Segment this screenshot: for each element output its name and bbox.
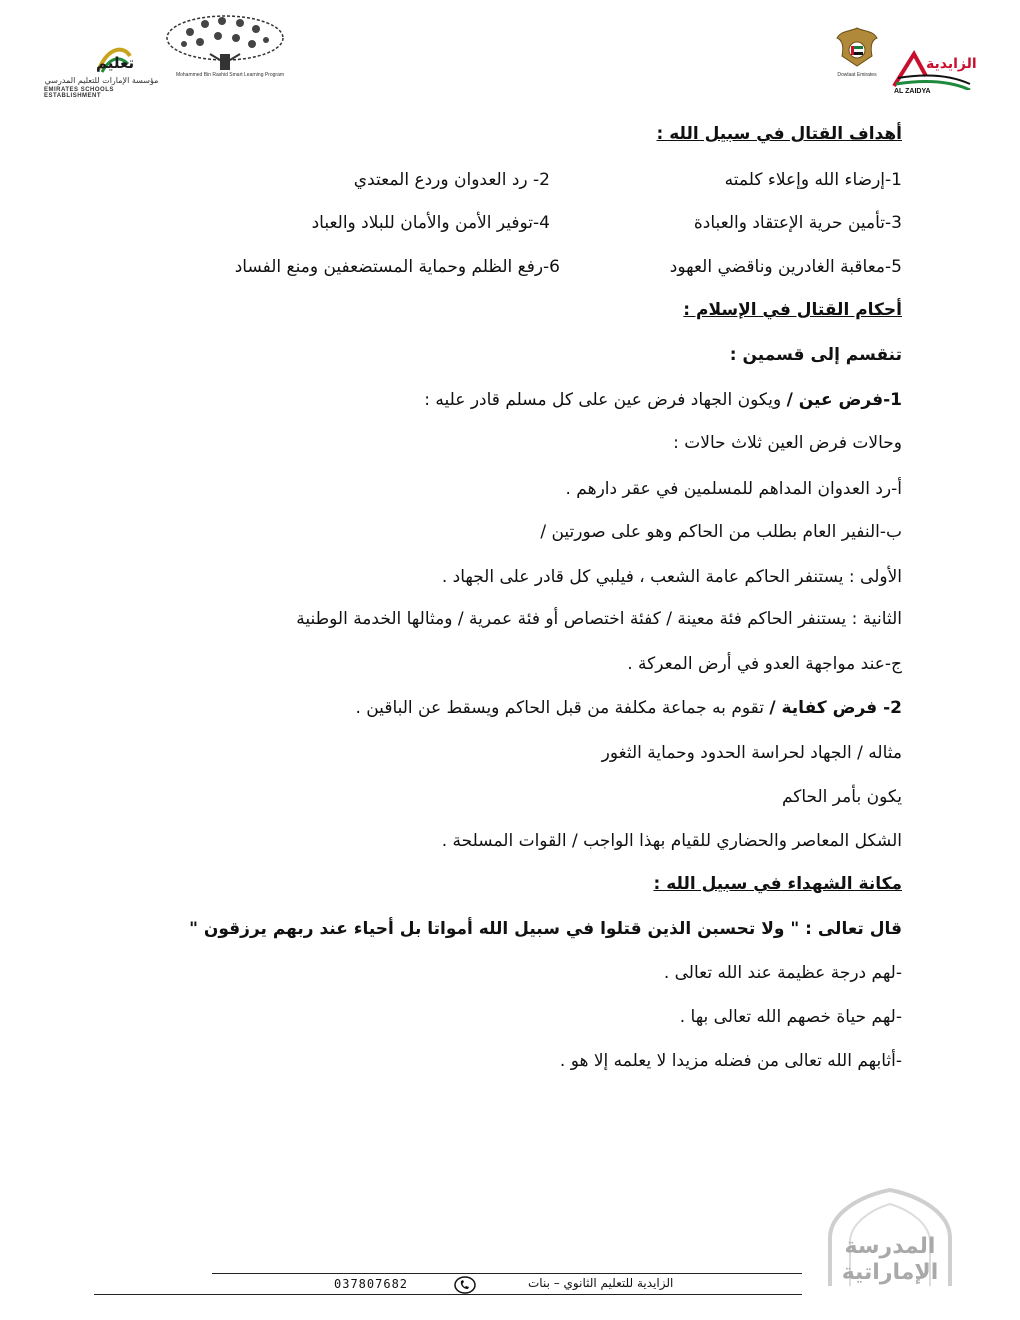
martyrs-point-3: -أثابهم الله تعالى من فضله مزيدا لا يعلمه إلا هو . bbox=[559, 1051, 902, 1071]
tree-icon bbox=[160, 14, 290, 72]
martyrs-point-2: -لهم حياة خصهم الله تعالى بها . bbox=[679, 1007, 902, 1027]
martyrs-title: مكانة الشهداء في سبيل الله : bbox=[653, 874, 902, 894]
kifaya-modern: الشكل المعاصر والحضاري للقيام بهذا الواجب / القوات المسلحة . bbox=[441, 831, 902, 851]
fard-ain-text: ويكون الجهاد فرض عين على كل مسلم قادر عليه : bbox=[424, 390, 787, 410]
martyrs-verse: قال تعالى : " ولا تحسبن الذين قتلوا في سبيل الله أمواتا بل أحياء عند ربهم يرزقون " bbox=[189, 919, 902, 939]
ain-cases-intro: وحالات فرض العين ثلاث حالات : bbox=[673, 433, 902, 453]
ese-arabic-name: مؤسسة الإمارات للتعليم المدرسي bbox=[44, 76, 159, 85]
ese-english-name: EMIRATES SCHOOLS ESTABLISHMENT bbox=[44, 87, 114, 99]
goal-6: 6-رفع الظلم وحماية المستضعفين ومنع الفساد bbox=[234, 257, 560, 277]
goals-title: أهداف القتال في سبيل الله : bbox=[656, 124, 902, 144]
rulings-title: أحكام القتال في الإسلام : bbox=[683, 300, 902, 320]
fard-ain-label: 1-فرض عين / bbox=[786, 390, 902, 410]
footer-school-name: الزايدية للتعليم الثانوي – بنات bbox=[528, 1276, 674, 1290]
ain-first-form: الأولى : يستنفر الحاكم عامة الشعب ، فيلبي كل قادر على الجهاد . bbox=[441, 567, 902, 587]
goal-3: 3-تأمين حرية الإعتقاد والعبادة bbox=[693, 213, 902, 233]
ain-case-c: ج-عند مواجهة العدو في أرض المعركة . bbox=[627, 654, 902, 674]
uae-emblem bbox=[834, 26, 880, 82]
goal-5: 5-معاقبة الغادرين وناقضي العهود bbox=[669, 257, 902, 277]
goal-2: 2- رد العدوان وردع المعتدي bbox=[353, 170, 550, 190]
zaidya-english: AL ZAIDYA bbox=[894, 88, 931, 95]
ain-case-a: أ-رد العدوان المداهم للمسلمين في عقر دارهم . bbox=[565, 479, 902, 499]
al-zaidya-logo bbox=[892, 40, 977, 98]
goal-4: 4-توفير الأمن والأمان للبلاد والعباد bbox=[311, 213, 550, 233]
goal-1: 1-إرضاء الله وإعلاء كلمته bbox=[724, 170, 902, 190]
fard-kifaya-text: تقوم به جماعة مكلفة من قبل الحاكم ويسقط عن الباقين . bbox=[355, 698, 770, 718]
zaidya-name: الزايدية bbox=[926, 56, 977, 72]
footer-bottom-rule bbox=[94, 1294, 802, 1295]
uae-emblem-caption: Dowlaat Emirates bbox=[837, 72, 877, 78]
falcon-emblem-icon bbox=[834, 26, 880, 70]
smart-learning-caption: Mohammed Bin Rashid Smart Learning Program bbox=[175, 72, 285, 78]
kifaya-ruler: يكون بأمر الحاكم bbox=[781, 787, 902, 807]
fard-kifaya-label: 2- فرض كفاية / bbox=[769, 698, 902, 718]
rulings-subtitle: تنقسم إلى قسمين : bbox=[729, 345, 902, 365]
taalim-brand: تعليم bbox=[96, 54, 135, 72]
fard-ain-line bbox=[424, 388, 902, 412]
watermark-logo bbox=[800, 1188, 980, 1288]
watermark-text: المدرسة الإماراتية bbox=[841, 1234, 939, 1285]
martyrs-point-1: -لهم درجة عظيمة عند الله تعالى . bbox=[663, 963, 902, 983]
ain-second-form: الثانية : يستنفر الحاكم فئة معينة / كفئة اختصاص أو فئة عمرية / ومثالها الخدمة الوطنية bbox=[296, 609, 902, 629]
kifaya-example: مثاله / الجهاد لحراسة الحدود وحماية الثغور bbox=[601, 743, 902, 763]
ain-case-b: ب-النفير العام بطلب من الحاكم وهو على صورتين / bbox=[540, 522, 902, 542]
footer-top-rule bbox=[212, 1273, 802, 1274]
fard-kifaya-line bbox=[355, 696, 902, 720]
smart-learning-logo bbox=[160, 14, 290, 84]
phone-icon bbox=[454, 1276, 476, 1294]
footer-phone: 037807682 bbox=[334, 1277, 409, 1291]
taalim-logo bbox=[44, 44, 159, 99]
